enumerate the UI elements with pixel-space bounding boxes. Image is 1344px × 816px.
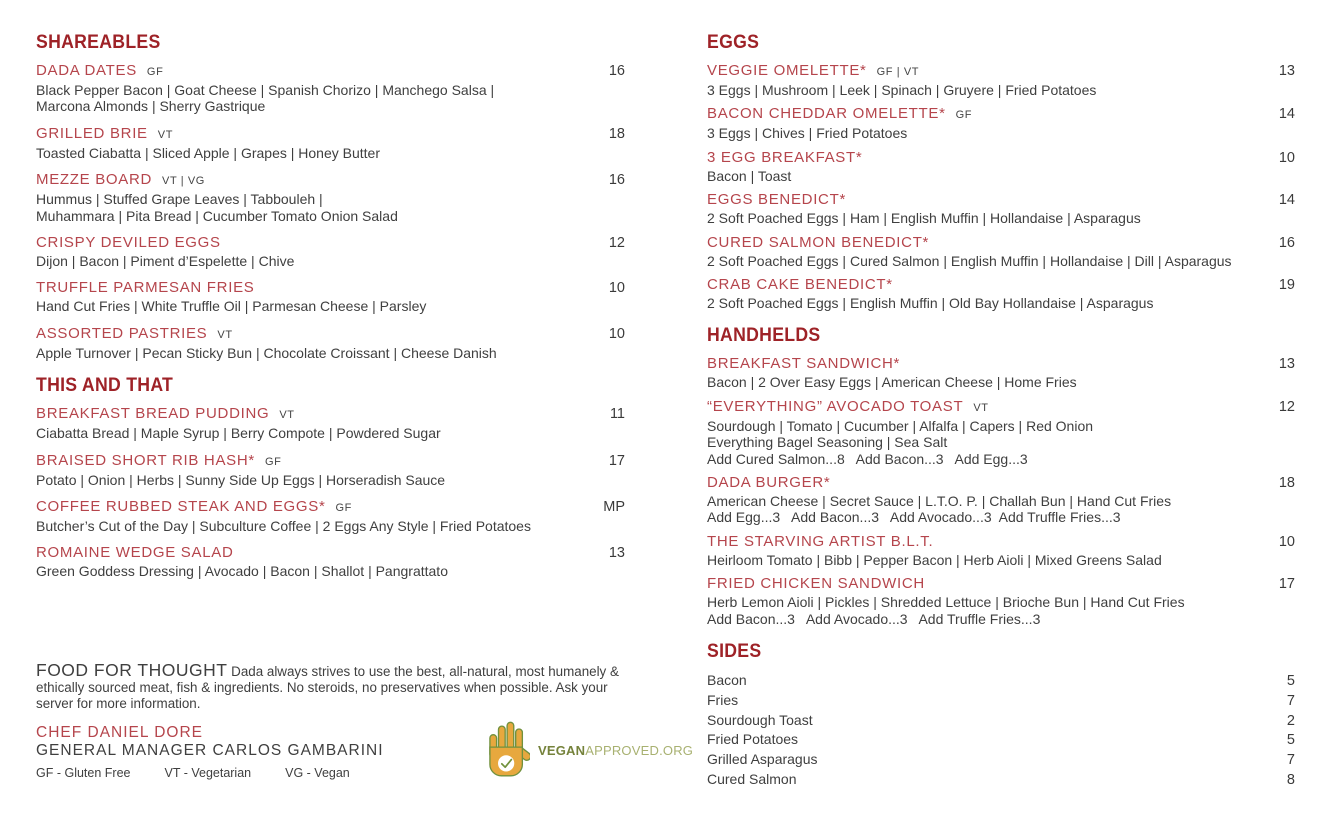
- side-item-row: [707, 730, 1295, 750]
- description-line: Sourdough | Tomato | Cucumber | Alfalfa | Capers | Red Onion: [707, 417, 1094, 434]
- side-item-price: 5: [1286, 673, 1295, 690]
- menu-item-header: [36, 405, 625, 424]
- menu-item-price: 10: [608, 280, 625, 297]
- description-line: Bacon | Toast: [707, 167, 792, 184]
- menu-item-name: ROMAINE WEDGE SALAD: [36, 544, 234, 562]
- menu-item-price: 10: [608, 325, 625, 342]
- dietary-tag: VT: [973, 401, 989, 414]
- section-title-handhelds: HANDHELDS: [707, 325, 821, 347]
- menu-item-header: [36, 325, 625, 344]
- menu-item: [36, 498, 625, 534]
- menu-item-description: [36, 82, 625, 115]
- description-line: 3 Eggs | Mushroom | Leek | Spinach | Gruyere | Fried Potatoes: [707, 82, 1097, 98]
- menu-item: [707, 105, 1295, 141]
- description-line: American Cheese | Secret Sauce | L.T.O. P. | Challah Bun | Hand Cut Fries: [707, 493, 1172, 510]
- side-item-name: Bacon: [707, 672, 747, 689]
- menu-item-description: [707, 552, 1295, 568]
- vegan-approved-wordmark: [538, 743, 693, 758]
- description-line: Add Cured Salmon...8 Add Bacon...3 Add Egg...3: [707, 450, 1028, 467]
- menu-item-price: 19: [1278, 277, 1295, 294]
- side-item-name: Fries: [707, 691, 739, 708]
- side-item-price: 2: [1286, 712, 1295, 729]
- menu-item: [36, 234, 625, 269]
- menu-section-this-and-that: [36, 376, 625, 580]
- menu-item-header: [707, 533, 1295, 551]
- menu-item-name: CURED SALMON BENEDICT*: [707, 233, 930, 251]
- side-item-name: Grilled Asparagus: [707, 750, 818, 767]
- description-line: Bacon | 2 Over Easy Eggs | American Cheese | Home Fries: [707, 374, 1077, 391]
- menu-item: [36, 405, 625, 441]
- vegan-approved-logo: [488, 720, 693, 780]
- menu-column-left: [36, 33, 625, 590]
- description-line: Dijon | Bacon | Piment d’Espelette | Chive: [36, 253, 295, 270]
- description-line: Potato | Onion | Herbs | Sunny Side Up Eggs | Horseradish Sauce: [36, 471, 446, 488]
- dietary-tag: GF: [955, 109, 973, 122]
- description-line: Herb Lemon Aioli | Pickles | Shredded Lettuce | Brioche Bun | Hand Cut Fries: [707, 594, 1185, 611]
- general-manager-name: GENERAL MANAGER CARLOS GAMBARINI: [36, 741, 384, 759]
- menu-item-description: [36, 425, 625, 441]
- side-item-price: 8: [1286, 771, 1295, 788]
- menu-item-price: 12: [1278, 398, 1295, 415]
- menu-section-sides: [707, 642, 1295, 789]
- menu-item-name: “EVERYTHING” AVOCADO TOAST: [707, 397, 964, 415]
- menu-item-price: 12: [608, 235, 625, 252]
- menu-item-name: EGGS BENEDICT*: [707, 191, 846, 209]
- menu-item-name: DADA BURGER*: [707, 474, 831, 492]
- menu-item: [36, 452, 625, 488]
- description-line: Muhammara | Pita Bread | Cucumber Tomato Onion Salad: [36, 207, 398, 224]
- menu-item: [707, 398, 1295, 467]
- menu-item-description: [36, 563, 625, 579]
- menu-item-header: [36, 234, 625, 252]
- menu-item: [36, 544, 625, 579]
- description-line: Everything Bagel Seasoning | Sea Salt: [707, 434, 948, 451]
- menu-item-description: [707, 295, 1295, 311]
- section-title-sides: SIDES: [707, 641, 762, 663]
- menu-item-description: [707, 418, 1295, 467]
- menu-column-right: [707, 33, 1295, 789]
- description-line: Add Bacon...3 Add Avocado...3 Add Truffle Fries...3: [707, 610, 1041, 627]
- menu-item-header: [36, 452, 625, 471]
- description-line: 2 Soft Poached Eggs | Cured Salmon | English Muffin | Hollandaise | Dill | Asparagus: [707, 252, 1232, 269]
- menu-item-price: 16: [608, 63, 625, 79]
- description-line: 2 Soft Poached Eggs | Ham | English Muffin | Hollandaise | Asparagus: [707, 210, 1141, 227]
- menu-item-name: BREAKFAST SANDWICH*: [707, 355, 901, 373]
- description-line: Apple Turnover | Pecan Sticky Bun | Chocolate Croissant | Cheese Danish: [36, 344, 497, 361]
- menu-item-name: CRAB CAKE BENEDICT*: [707, 276, 893, 294]
- side-item-row: [707, 750, 1295, 770]
- dietary-tag: VT: [157, 128, 174, 141]
- description-line: Heirloom Tomato | Bibb | Pepper Bacon | Herb Aioli | Mixed Greens Salad: [707, 551, 1162, 568]
- dietary-tag: VT | VG: [162, 175, 205, 188]
- dietary-tag: GF: [264, 455, 282, 468]
- side-item-price: 5: [1286, 732, 1295, 749]
- menu-item-name: FRIED CHICKEN SANDWICH: [707, 575, 925, 593]
- menu-item: [707, 234, 1295, 269]
- menu-item-header: [707, 149, 1295, 167]
- description-line: Butcher’s Cut of the Day | Subculture Coffee | 2 Eggs Any Style | Fried Potatoes: [36, 518, 531, 535]
- menu-item-header: [707, 234, 1295, 252]
- menu-item-description: [36, 345, 625, 361]
- menu-item-header: [707, 575, 1295, 593]
- description-line: 2 Soft Poached Eggs | English Muffin | Old Bay Hollandaise | Asparagus: [707, 295, 1154, 312]
- menu-item-name: CRISPY DEVILED EGGS: [36, 234, 221, 252]
- menu-item-description: [707, 253, 1295, 269]
- menu-item-name: COFFEE RUBBED STEAK AND EGGS*: [36, 498, 326, 516]
- menu-item-price: 16: [608, 172, 625, 189]
- vegan-approved-hand-icon: [488, 720, 530, 780]
- menu-item-price: 10: [1278, 533, 1295, 550]
- menu-item: [707, 575, 1295, 627]
- menu-item-name: DADA DATES: [36, 62, 137, 79]
- menu-item-price: 16: [1278, 234, 1295, 251]
- food-for-thought-note: [36, 662, 636, 713]
- dietary-tag: VT: [217, 328, 233, 341]
- food-for-thought-title: FOOD FOR THOUGHT: [36, 660, 228, 680]
- description-line: Marcona Almonds | Sherry Gastrique: [36, 98, 266, 115]
- menu-item-price: 18: [608, 125, 625, 142]
- menu-item-header: [707, 191, 1295, 209]
- menu-item: [707, 533, 1295, 568]
- menu-item-price: MP: [603, 499, 625, 516]
- description-line: 3 Eggs | Chives | Fried Potatoes: [707, 125, 908, 142]
- menu-item-description: [707, 594, 1295, 627]
- menu-item-price: 17: [608, 452, 625, 469]
- menu-item-name: ASSORTED PASTRIES: [36, 324, 208, 342]
- menu-item-price: 13: [608, 545, 625, 562]
- menu-item-price: 17: [1278, 576, 1295, 593]
- side-item-price: 7: [1286, 692, 1295, 709]
- menu-item: [707, 276, 1295, 311]
- menu-section-handhelds: [707, 326, 1295, 627]
- menu-item: [707, 474, 1295, 526]
- menu-item-price: 11: [609, 406, 625, 423]
- chef-name: CHEF DANIEL DORE: [36, 723, 204, 741]
- menu-item: [707, 62, 1295, 98]
- menu-item-header: [707, 474, 1295, 492]
- legend-vegetarian: VT - Vegetarian: [164, 766, 252, 781]
- side-item-row: [707, 671, 1295, 691]
- menu-item-header: [707, 105, 1295, 124]
- dietary-tag: GF | VT: [876, 66, 920, 78]
- menu-item-description: [36, 472, 625, 488]
- menu-item-price: 10: [1278, 149, 1295, 166]
- description-line: Hand Cut Fries | White Truffle Oil | Parmesan Cheese | Parsley: [36, 298, 427, 315]
- menu-item-name: GRILLED BRIE: [36, 124, 148, 142]
- side-item-name: Cured Salmon: [707, 770, 797, 787]
- menu-item-header: [707, 62, 1295, 81]
- menu-item: [36, 279, 625, 314]
- menu-section-eggs: [707, 33, 1295, 311]
- description-line: Black Pepper Bacon | Goat Cheese | Spanish Chorizo | Manchego Salsa |: [36, 82, 495, 98]
- side-item-price: 7: [1286, 751, 1295, 768]
- menu-item-name: BREAKFAST BREAD PUDDING: [36, 405, 270, 423]
- menu-item-name: BACON CHEDDAR OMELETTE*: [707, 105, 946, 123]
- menu-item-description: [707, 82, 1295, 98]
- legend-gluten-free: GF - Gluten Free: [36, 766, 131, 781]
- menu-item-header: [707, 355, 1295, 373]
- logo-vegan-text: VEGAN: [538, 742, 586, 758]
- menu-item-header: [36, 62, 625, 81]
- menu-item-price: 18: [1278, 475, 1295, 492]
- description-line: Toasted Ciabatta | Sliced Apple | Grapes | Honey Butter: [36, 144, 380, 161]
- menu-item-description: [707, 374, 1295, 390]
- menu-item-description: [36, 298, 625, 314]
- section-title-this-and-that: THIS AND THAT: [36, 375, 174, 397]
- description-line: Green Goddess Dressing | Avocado | Bacon | Shallot | Pangrattato: [36, 563, 448, 580]
- menu-section-shareables: [36, 33, 625, 361]
- menu-item: [36, 325, 625, 361]
- menu-item-name: TRUFFLE PARMESAN FRIES: [36, 279, 255, 297]
- menu-item-name: THE STARVING ARTIST B.L.T.: [707, 532, 934, 550]
- menu-item: [707, 355, 1295, 390]
- description-line: Ciabatta Bread | Maple Syrup | Berry Compote | Powdered Sugar: [36, 425, 441, 442]
- menu-item-price: 14: [1278, 192, 1295, 209]
- menu-item-description: [707, 493, 1295, 526]
- menu-item-header: [36, 171, 625, 190]
- description-line: Hummus | Stuffed Grape Leaves | Tabbouleh |: [36, 191, 323, 208]
- side-item-row: [707, 770, 1295, 790]
- menu-item-header: [707, 276, 1295, 294]
- menu-item-price: 14: [1278, 106, 1295, 123]
- menu-item-description: [707, 125, 1295, 141]
- menu-item-name: MEZZE BOARD: [36, 171, 153, 189]
- description-line: Add Egg...3 Add Bacon...3 Add Avocado...3 Add Truffle Fries...3: [707, 509, 1121, 526]
- menu-item: [707, 149, 1295, 184]
- section-title-eggs: EGGS: [707, 32, 760, 53]
- menu-item-name: 3 EGG BREAKFAST*: [707, 148, 863, 166]
- menu-item-header: [36, 544, 625, 562]
- menu-item-description: [707, 168, 1295, 184]
- side-item-name: Fried Potatoes: [707, 731, 799, 748]
- menu-item-name: VEGGIE OMELETTE*: [707, 62, 867, 79]
- dietary-tag: VT: [279, 409, 295, 422]
- menu-item-header: [36, 279, 625, 297]
- menu-item-price: 13: [1278, 356, 1295, 373]
- food-for-thought-text: Dada always strives to use the best, all-natural, most humanely & ethically sourced meat, fish & ingredients. No steroids, no preservatives when possible. Ask your server for more information.: [36, 664, 619, 712]
- menu-item-description: [707, 210, 1295, 226]
- logo-approved-text: APPROVED.ORG: [585, 742, 694, 758]
- dietary-tag: GF: [146, 66, 164, 78]
- menu-item: [707, 191, 1295, 226]
- menu-item-description: [36, 518, 625, 534]
- menu-item: [36, 62, 625, 115]
- menu-item-description: [36, 145, 625, 161]
- section-title-shareables: SHAREABLES: [36, 32, 161, 53]
- menu-item-description: [36, 191, 625, 224]
- side-item-name: Sourdough Toast: [707, 711, 813, 728]
- menu-item-name: BRAISED SHORT RIB HASH*: [36, 451, 255, 469]
- menu-item: [36, 171, 625, 224]
- menu-item-header: [36, 498, 625, 517]
- menu-item: [36, 125, 625, 161]
- menu-item-header: [707, 398, 1295, 417]
- dietary-tag: GF: [335, 502, 353, 515]
- menu-item-description: [36, 253, 625, 269]
- menu-item-price: 13: [1278, 63, 1295, 79]
- side-item-row: [707, 711, 1295, 731]
- menu-item-header: [36, 125, 625, 144]
- menu-footer: [36, 660, 694, 781]
- legend-vegan: VG - Vegan: [285, 766, 350, 781]
- side-item-row: [707, 691, 1295, 711]
